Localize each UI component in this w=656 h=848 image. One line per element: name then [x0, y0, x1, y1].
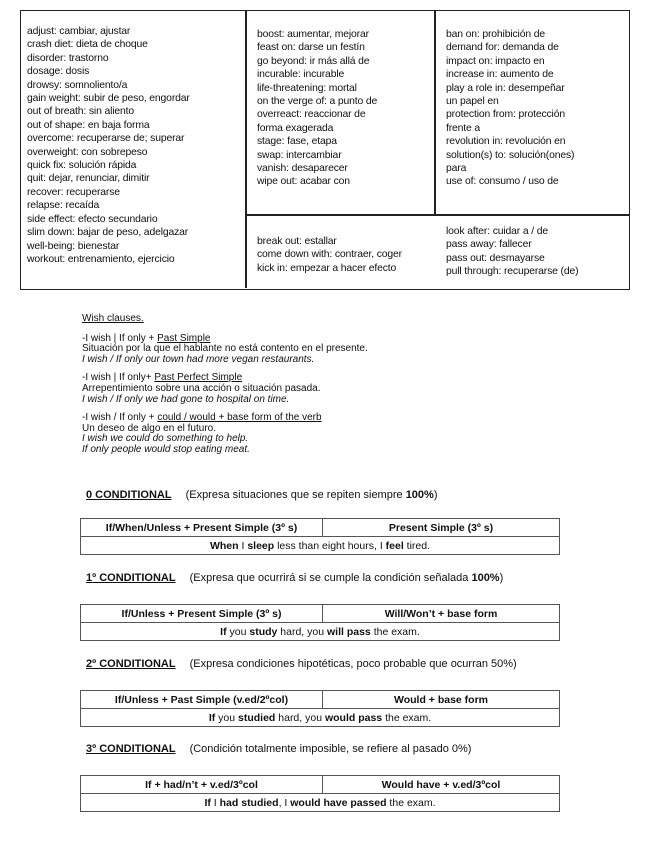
example-sentence — [81, 794, 559, 811]
conditional-3-table — [80, 775, 560, 812]
vocab-column-prepositions — [446, 28, 626, 189]
vocab-entry: overcome: recuperarse de; superar — [27, 133, 185, 145]
vocab-entry: boost: aumentar, mejorar — [257, 29, 369, 40]
divider — [245, 11, 247, 288]
example-fragment: hard, you — [277, 625, 327, 638]
table-header: Would + base form — [393, 693, 489, 706]
example-fragment: would pass — [324, 711, 383, 724]
example-sentence — [81, 623, 559, 640]
vocab-entry: use of: consumo / uso de — [446, 176, 559, 188]
vocab-entry: play a role in: desempeñar — [446, 82, 565, 94]
example-fragment: studied — [238, 711, 276, 724]
example-fragment: will pass — [327, 625, 371, 638]
vocab-entry: kick in: empezar a hacer efecto — [257, 262, 397, 274]
vocab-column-phrasal-verbs-1 — [257, 235, 429, 275]
vocabulary-table — [20, 10, 630, 290]
vocab-entry: go beyond: ir más allá de — [257, 55, 370, 67]
conditional-3-heading: 3º CONDITIONAL (Condición totalmente imposible, se refiere al pasado 0%) — [86, 743, 472, 755]
wish-past-simple: -I wish | If only + Past Simple Situación por la que el hablante no está contento en el presente. I wish / If only our town had more vegan restaurants. — [82, 334, 562, 366]
vocab-entry: adjust: cambiar, ajustar — [27, 26, 131, 37]
example-fragment: you — [226, 625, 250, 638]
vocab-entry: quit: dejar, renunciar, dimitir — [27, 173, 150, 185]
conditional-2-heading: 2º CONDITIONAL (Expresa condiciones hipotéticas, poco probable que ocurran 50%) — [86, 658, 517, 670]
vocab-entry: revolution in: revolución en — [446, 136, 566, 148]
vocab-entry: disorder: trastorno — [27, 52, 109, 64]
example-fragment: had studied — [219, 796, 279, 809]
example-fragment: would have passed — [290, 796, 387, 809]
example-sentence — [81, 537, 559, 554]
example-fragment: study — [249, 625, 278, 638]
conditional-0-heading: 0 CONDITIONAL (Expresa situaciones que se repiten siempre 100%) — [86, 489, 438, 501]
vocab-entry: dosage: dosis — [27, 66, 90, 78]
vocab-entry: ban on: prohibición de — [446, 29, 545, 40]
vocab-entry: incurable: incurable — [257, 69, 345, 81]
vocab-entry: come down with: contraer, coger — [257, 249, 402, 261]
example-fragment: sleep — [247, 539, 275, 552]
vocab-entry: demand for: demanda de — [446, 42, 559, 54]
table-header: If/Unless + Present Simple (3º s) — [81, 605, 323, 622]
divider — [434, 11, 436, 215]
conditional-1-heading: 1º CONDITIONAL (Expresa que ocurrirá si se cumple la condición señalada 100%) — [86, 572, 504, 584]
vocab-entry: pass away: fallecer — [446, 239, 532, 251]
table-header: If + had/n’t + v.ed/3ºcol — [81, 776, 323, 793]
vocab-entry: gain weight: subir de peso, engordar — [27, 93, 190, 105]
vocab-entry: overreact: reaccionar de — [257, 109, 366, 121]
example-sentence — [81, 709, 559, 726]
example-fragment: you — [215, 711, 238, 724]
vocab-entry: impact on: impacto en — [446, 55, 545, 67]
vocab-entry: workout: entrenamiento, ejercicio — [27, 253, 175, 265]
rule-description: Arrepentimiento sobre una acción o situación pasada. — [82, 382, 321, 394]
vocab-entry: protection from: protección — [446, 109, 565, 121]
vocab-entry: un papel en — [446, 96, 499, 108]
vocab-entry: solution(s) to: solución(ones) — [446, 149, 575, 161]
example: I wish we could do something to help. — [82, 433, 249, 445]
wish-past-perfect: -I wish | If only+ Past Perfect Simple Arrepentimiento sobre una acción o situación pasada. I wish / If only we had gone to hospital on time. — [82, 373, 562, 405]
vocab-entry: pull through: recuperarse (de) — [446, 266, 579, 278]
example-fragment: the exam. — [386, 796, 436, 809]
vocab-entry: pass out: desmayarse — [446, 252, 545, 264]
conditional-1-table — [80, 604, 560, 641]
vocab-entry: increase in: aumento de — [446, 69, 554, 81]
example-fragment: less than eight hours, I — [274, 539, 386, 552]
example: If only people would stop eating meat. — [82, 443, 250, 455]
example-fragment: hard, you — [275, 711, 325, 724]
vocab-entry: drowsy: somnoliento/a — [27, 79, 128, 91]
wish-clauses-section — [82, 314, 562, 464]
vocab-column-verbs — [257, 28, 429, 189]
vocab-entry: feast on: darse un festín — [257, 42, 365, 54]
vocab-entry: stage: fase, etapa — [257, 136, 337, 148]
example: I wish / If only we had gone to hospital on time. — [82, 393, 290, 405]
vocab-entry: relapse: recaída — [27, 200, 100, 212]
example-fragment: the exam. — [370, 625, 420, 638]
vocab-entry: overweight: con sobrepeso — [27, 146, 148, 158]
section-title: Wish clauses. — [82, 313, 144, 324]
vocab-entry: crash diet: dieta de choque — [27, 39, 148, 51]
vocab-entry: para — [446, 163, 467, 175]
vocab-entry: vanish: desaparecer — [257, 163, 348, 175]
vocab-entry: forma exagerada — [257, 122, 334, 134]
example: I wish / If only our town had more vegan restaurants. — [82, 353, 315, 365]
example-fragment: If — [220, 625, 227, 638]
vocab-entry: slim down: bajar de peso, adelgazar — [27, 227, 189, 239]
example-fragment: If — [208, 711, 216, 724]
vocab-entry: recover: recuperarse — [27, 186, 120, 198]
example-fragment: , I — [278, 796, 291, 809]
vocab-entry: swap: intercambiar — [257, 149, 342, 161]
example-fragment: If — [204, 796, 211, 809]
vocab-entry: on the verge of: a punto de — [257, 96, 378, 108]
example-fragment: tired. — [403, 539, 431, 552]
conditional-2-table — [80, 690, 560, 727]
vocab-entry: look after: cuidar a / de — [446, 226, 548, 237]
vocab-entry: break out: estallar — [257, 236, 337, 247]
vocab-column-health — [27, 25, 241, 266]
table-header: Present Simple (3º s) — [388, 521, 494, 534]
vocab-entry: life-threatening: mortal — [257, 82, 357, 94]
example-fragment: the exam. — [382, 711, 432, 724]
table-header: Will/Won’t + base form — [384, 607, 498, 620]
conditional-0-table — [80, 518, 560, 555]
vocab-entry: wipe out: acabar con — [257, 176, 350, 188]
vocab-entry: out of breath: sin aliento — [27, 106, 135, 118]
vocab-entry: side effect: efecto secundario — [27, 213, 158, 225]
example-fragment: When — [209, 539, 239, 552]
rule-description: Un deseo de algo en el futuro. — [82, 422, 216, 434]
example-fragment: feel — [385, 539, 404, 552]
example-fragment: I — [210, 796, 220, 809]
divider — [245, 214, 629, 216]
table-header: If/Unless + Past Simple (v.ed/2ºcol) — [81, 691, 323, 708]
vocab-entry: well-being: bienestar — [27, 240, 120, 252]
vocab-entry: out of shape: en baja forma — [27, 119, 150, 131]
wish-could-would: -I wish / If only + could / would + base form of the verb Un deseo de algo en el futuro. I wish we could do something to help. If only people would stop eating meat. — [82, 413, 562, 455]
table-header: Would have + v.ed/3ºcol — [381, 778, 501, 791]
example-fragment: I — [238, 539, 248, 552]
vocab-column-phrasal-verbs-2 — [446, 225, 626, 279]
table-header: If/When/Unless + Present Simple (3º s) — [81, 519, 323, 536]
vocab-entry: frente a — [446, 122, 481, 134]
vocab-entry: quick fix: solución rápida — [27, 160, 137, 172]
rule-description: Situación por la que el hablante no está contento en el presente. — [82, 343, 368, 355]
